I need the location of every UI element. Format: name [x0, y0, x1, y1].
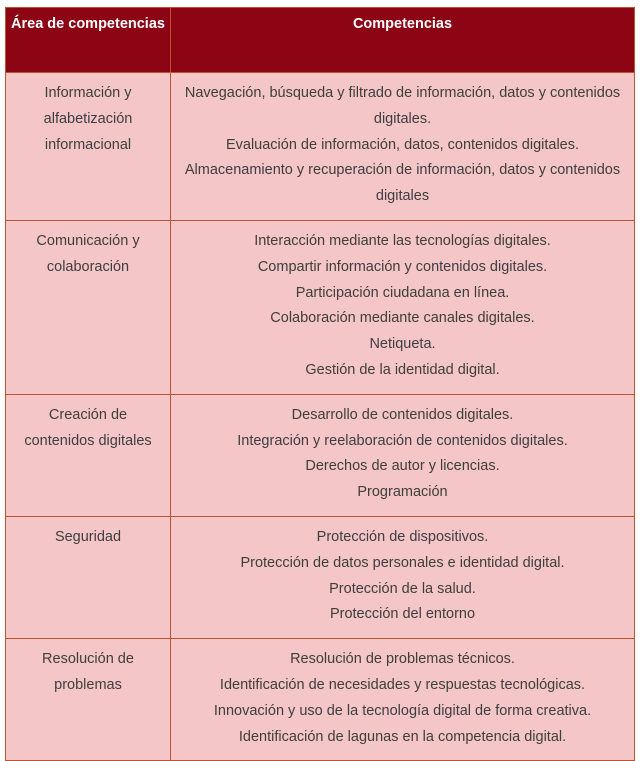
competencias-table-container — [5, 7, 634, 761]
competencias-table — [5, 7, 635, 761]
competencia-item: Interacción mediante las tecnologías digitales. — [254, 232, 551, 249]
table-row — [6, 394, 635, 516]
table-header-row — [6, 8, 635, 73]
competencias-cell — [171, 516, 635, 638]
competencia-item: Netiqueta. — [369, 336, 436, 353]
competencia-item: Identificación de lagunas en la competencia digital. — [238, 728, 567, 745]
competencias-cell — [171, 394, 635, 516]
competencias-cell — [171, 639, 635, 761]
competencias-cell — [171, 73, 635, 221]
competencia-item: Protección del entorno — [329, 606, 476, 623]
competencia-item: Protección de dispositivos. — [316, 528, 489, 545]
competencia-item: Almacenamiento y recuperación de información, datos y contenidos digitales — [184, 162, 621, 205]
competencia-item: Navegación, búsqueda y filtrado de información, datos y contenidos digitales. — [184, 85, 621, 127]
area-cell: Comunicación y colaboración — [6, 220, 171, 394]
area-cell: Seguridad — [6, 516, 171, 638]
competencia-item: Gestión de la identidad digital. — [305, 361, 500, 378]
competencia-item: Protección de datos personales e identidad digital. — [240, 554, 565, 571]
competencia-item: Programación — [357, 484, 448, 501]
competencia-item: Evaluación de información, datos, contenidos digitales. — [225, 136, 580, 153]
competencia-item: Integración y reelaboración de contenidos digitales. — [237, 432, 568, 449]
area-cell: Información y alfabetización informacional — [6, 73, 171, 221]
table-row — [6, 639, 635, 761]
competencia-item: Derechos de autor y licencias. — [305, 458, 500, 475]
competencia-item: Protección de la salud. — [329, 580, 476, 597]
header-competencias: Competencias — [171, 8, 635, 73]
competencia-item: Participación ciudadana en línea. — [295, 284, 510, 301]
competencia-item: Desarrollo de contenidos digitales. — [291, 406, 514, 423]
competencia-item: Resolución de problemas técnicos. — [290, 651, 515, 668]
competencia-item: Colaboración mediante canales digitales. — [270, 310, 535, 327]
area-cell: Resolución de problemas — [6, 639, 171, 761]
competencia-item: Compartir información y contenidos digitales. — [257, 258, 548, 275]
header-area-competencias: Área de competencias — [6, 8, 171, 73]
table-row — [6, 73, 635, 221]
competencia-item: Innovación y uso de la tecnología digital de forma creativa. — [213, 702, 592, 719]
competencia-item: Identificación de necesidades y respuestas tecnológicas. — [219, 676, 586, 693]
competencias-cell — [171, 220, 635, 394]
area-cell: Creación de contenidos digitales — [6, 394, 171, 516]
table-row — [6, 516, 635, 638]
table-row — [6, 220, 635, 394]
